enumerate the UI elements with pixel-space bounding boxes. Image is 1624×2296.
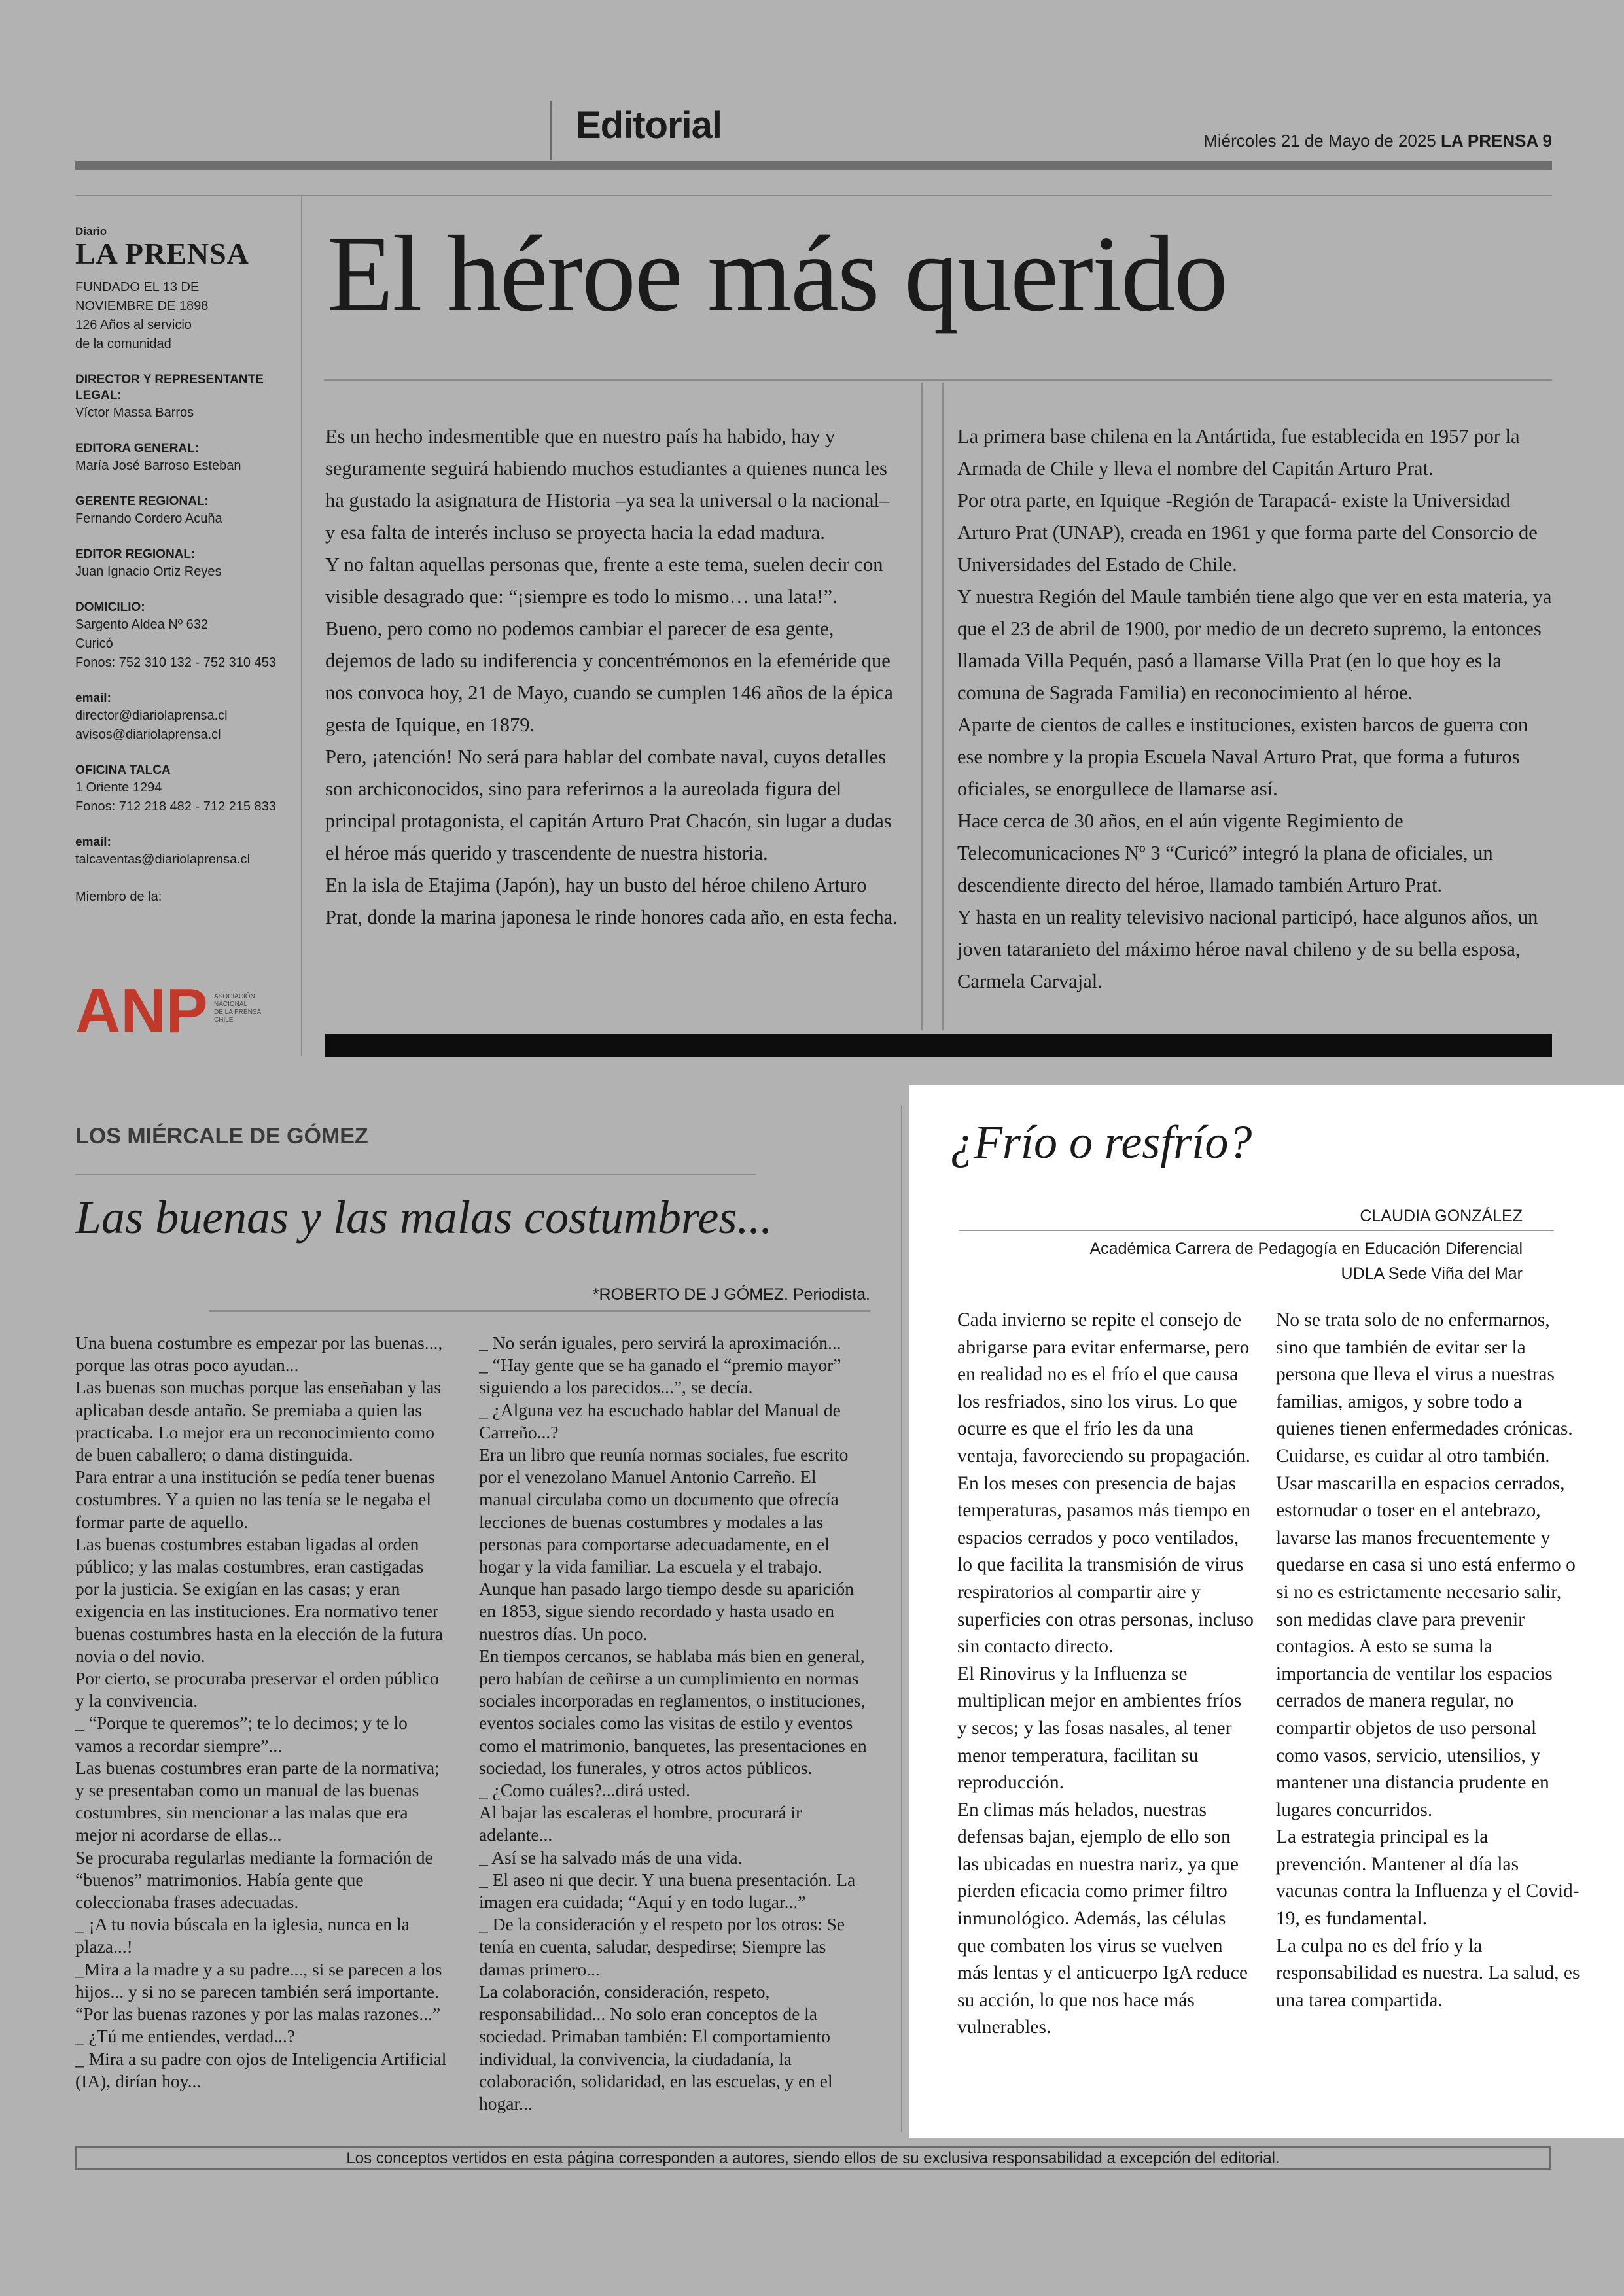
paragraph: La culpa no es del frío y la responsabilidad es nuestra. La salud, es una tarea compartida. — [1276, 1935, 1580, 2011]
masthead-entry-label: EDITOR REGIONAL: — [75, 548, 196, 561]
masthead-entry-value: Sargento Aldea Nº 632 — [75, 617, 209, 632]
founded-line: 126 Años al servicio — [75, 318, 192, 332]
header-rule-thin — [75, 195, 1552, 196]
editorial-left-column — [325, 421, 904, 933]
masthead-entries — [75, 372, 285, 869]
editorial-column-divider — [942, 383, 944, 1030]
editorial-column-divider — [921, 383, 923, 1030]
affiliation-line: UDLA Sede Viña del Mar — [1341, 1264, 1523, 1283]
masthead-entry-label: email: — [75, 835, 111, 849]
paragraph: Hace cerca de 30 años, en el aún vigente Regimiento de Telecomunicaciones Nº 3 “Curicó” integró la plana de oficiales, un descendiente directo del héroe, llamado también Arturo Prat. — [957, 810, 1493, 896]
paragraph: _ Mira a su padre con ojos de Inteligencia Artificial (IA), dirían hoy... — [75, 2048, 447, 2091]
paragraph: Las buenas costumbres estaban ligadas al orden público; y las malas costumbres, eran castigadas por la justicia. Se exigían en las casas; y eran exigencia en las instituciones. Era normativo tener buenas costumbres hasta en la elección de la futura novia o del novio. — [75, 1533, 443, 1666]
anp-logo-letters: ANP — [75, 976, 208, 1040]
paragraph: Bueno, pero como no podemos cambiar el parecer de esa gente, dejemos de lado su indiferencia y concentrémonos en la efeméride que nos convoca hoy, 21 de Mayo, cuando se cumplen 146 años de la épica gesta de Iquique, en 1879. — [325, 617, 893, 736]
publication-date: Miércoles 21 de Mayo de 2025 — [1203, 131, 1436, 150]
paragraph: Usar mascarilla en espacios cerrados, estornudar o toser en el antebrazo, lavarse las manos frecuentemente y quedarse en casa si uno está enfermo o si no es estrictamente necesario salir, son medidas clave para prevenir contagios. A esto se suma la importancia de ventilar los espacios cerrados de manera regular, no compartir objetos de uso personal como vasos, servicio, utensilios, y mantener una distancia prudente en lugares concurridos. — [1276, 1472, 1576, 1820]
founded-line: FUNDADO EL 13 DE — [75, 280, 200, 294]
paragraph: _ No serán iguales, pero servirá la aproximación... — [479, 1332, 841, 1353]
paragraph: Por otra parte, en Iquique -Región de Tarapacá- existe la Universidad Arturo Prat (UNAP), creada en 1961 y que forma parte del Consorcio de Universidades del Estado de Chile. — [957, 489, 1538, 576]
paragraph: Y nuestra Región del Maule también tiene algo que ver en esta materia, ya que el 23 de abril de 1900, por medio de un decreto supremo, la entonces llamada Villa Pequén, pasó a llamarse Villa Prat (en lo que hoy es la comuna de Sagrada Familia) en reconocimiento al héroe. — [957, 585, 1552, 704]
paragraph: _ ¿Tú me entiendes, verdad...? — [75, 2026, 295, 2047]
masthead-entry-value: director@diariolaprensa.cl — [75, 708, 228, 723]
paragraph: El Rinovirus y la Influenza se multiplican mejor en ambientes fríos y secos; y las fosas nasales, al tener menor temperatura, facilitan su reproducción. — [957, 1663, 1242, 1794]
paragraph: Para entrar a una institución se pedía tener buenas costumbres. Y a quien no las tenía se le negaba el formar parte de aquello. — [75, 1467, 435, 1532]
paragraph: Una buena costumbre es empezar por las buenas..., porque las otras poco ayudan... — [75, 1332, 443, 1376]
paragraph: _ El aseo ni que decir. Y una buena presentación. La imagen era cuidada; “Aquí y en todo lugar...” — [479, 1869, 856, 1913]
column-left-text — [75, 1332, 448, 2093]
masthead-entry-value: María José Barroso Esteban — [75, 459, 241, 473]
column-right-text — [479, 1332, 872, 2115]
masthead-entry-value: avisos@diariolaprensa.cl — [75, 727, 221, 742]
masthead-entry-label: email: — [75, 691, 111, 705]
affiliation-line: Académica Carrera de Pedagogía en Educación Diferencial — [1089, 1240, 1523, 1258]
masthead-entry-value: talcaventas@diariolaprensa.cl — [75, 852, 251, 867]
section-label: Editorial — [576, 104, 722, 147]
paragraph: Al bajar las escaleras el hombre, procurará ir adelante... — [479, 1802, 802, 1845]
paragraph: _ ¿Alguna vez ha escuchado hablar del Manual de Carreño...? — [479, 1399, 841, 1442]
anp-logo-text: CHILE — [214, 1017, 234, 1024]
opinion-title: ¿Frío o resfrío? — [950, 1116, 1252, 1168]
column-title: Las buenas y las malas costumbres... — [75, 1191, 773, 1244]
editorial-rule — [324, 379, 1552, 381]
column-byline-rule — [209, 1310, 870, 1312]
editorial-right-column — [957, 421, 1556, 998]
paragraph: La estrategia principal es la prevención. Mantener al día las vacunas contra la Influenza y el Covid-19, es fundamental. — [1276, 1826, 1580, 1930]
masthead-entry-value: Fernando Cordero Acuña — [75, 512, 222, 526]
masthead-entry-value: Víctor Massa Barros — [75, 406, 194, 420]
masthead-diario: Diario — [75, 225, 107, 237]
paragraph: Por cierto, se procuraba preservar el orden público y la convivencia. — [75, 1668, 439, 1711]
masthead-entry-value: Curicó — [75, 636, 113, 651]
paragraph: Y no faltan aquellas personas que, frente a este tema, suelen decir con visible desagrado que: “¡siempre es todo lo mismo… una lata!”. — [325, 553, 883, 608]
paragraph: Cada invierno se repite el consejo de abrigarse para evitar enfermarse, pero en realidad no es el frío el que causa los resfriados, sino los virus. Lo que ocurre es que el frío les da una ventaja, favoreciendo su propagación. — [957, 1310, 1251, 1467]
paragraph: Y hasta en un reality televisivo nacional participó, hace algunos años, un joven tataranieto del máximo héroe naval chileno y de su bella esposa, Carmela Carvajal. — [957, 906, 1538, 992]
opinion-author-rule — [959, 1230, 1554, 1231]
masthead-entry-value: Fonos: 752 310 132 - 752 310 453 — [75, 655, 276, 670]
paragraph: En la isla de Etajima (Japón), hay un busto del héroe chileno Arturo Prat, donde la marina japonesa le rinde honores cada año, en esta fecha. — [325, 874, 898, 928]
masthead-entry-label: GERENTE REGIONAL: — [75, 495, 209, 508]
masthead-founded — [75, 278, 285, 354]
header-rule — [75, 161, 1552, 170]
paragraph: _ De la consideración y el respeto por los otros: Se tenía en cuenta, saludar, despedirse; Siempre las damas primero... — [479, 1914, 845, 1979]
paragraph: La colaboración, consideración, respeto, responsabilidad... No solo eran conceptos de la sociedad. Primaban también: El comportamiento individual, la convivencia, la ciudadanía, la colaboración, solidaridad, en las escuelas, y en el hogar... — [479, 1981, 833, 2113]
paragraph: _ “Hay gente que se ha ganado el “premio mayor” siguiendo a los parecidos...”, se decía. — [479, 1355, 841, 1398]
column-section-rule — [75, 1174, 756, 1175]
masthead-entry-value: Juan Ignacio Ortiz Reyes — [75, 565, 222, 579]
opinion-left-text — [957, 1307, 1255, 2042]
column-divider — [901, 1105, 902, 2132]
masthead-divider — [301, 196, 302, 1056]
opinion-right-text — [1276, 1307, 1583, 2014]
paragraph: Las buenas costumbres eran parte de la normativa; y se presentaban como un manual de las buenas costumbres, sin mencionar a las malas que era mejor ni acordarse de ellas... — [75, 1757, 440, 1845]
anp-logo-text: DE LA PRENSA — [214, 1009, 262, 1016]
editorial-headline: El héroe más querido — [327, 213, 1227, 334]
masthead-entry-value: Fonos: 712 218 482 - 712 215 833 — [75, 799, 276, 814]
paragraph: Es un hecho indesmentible que en nuestro país ha habido, hay y seguramente seguirá habiendo muchos estudiantes a quienes nunca les ha gustado la asignatura de Historia –ya sea la universal o la nacional– y esa falta de interés incluso se proyecta hacia la edad madura. — [325, 425, 890, 544]
masthead — [75, 226, 285, 907]
column-byline: *ROBERTO DE J GÓMEZ. Periodista. — [592, 1285, 870, 1304]
footer-disclaimer: Los conceptos vertidos en esta página corresponden a autores, siendo ellos de su exclusiva responsabilidad a excepción del editorial. — [75, 2146, 1551, 2170]
paragraph: _ “Porque te queremos”; te lo decimos; y te lo vamos a recordar siempre”... — [75, 1713, 408, 1756]
paragraph: _ ¡A tu novia búscala en la iglesia, nunca en la plaza...! — [75, 1914, 410, 1957]
founded-line: NOVIEMBRE DE 1898 — [75, 299, 209, 313]
column-section-label: LOS MIÉRCALE DE GÓMEZ — [75, 1124, 368, 1149]
paragraph: _ ¿Como cuáles?...dirá usted. — [479, 1780, 691, 1801]
masthead-entry-label: DOMICILIO: — [75, 600, 145, 614]
paragraph: Aparte de cientos de calles e instituciones, existen barcos de guerra con ese nombre y la propia Escuela Naval Arturo Prat, que forma a futuros oficiales, se enorgullece de llamarse así. — [957, 714, 1528, 800]
masthead-entry-label: OFICINA TALCA — [75, 763, 171, 777]
paper-page-number: LA PRENSA 9 — [1441, 131, 1552, 150]
opinion-author: CLAUDIA GONZÁLEZ — [1360, 1207, 1523, 1225]
anp-logo-text: ASOCIACIÓN — [214, 993, 255, 1000]
paragraph: La primera base chilena en la Antártida, fue establecida en 1957 por la Armada de Chile y lleva el nombre del Capitán Arturo Prat. — [957, 425, 1520, 479]
paragraph: Pero, ¡atención! No será para hablar del combate naval, cuyos detalles son archiconocidos, sino para referirnos a la aureolada figura del principal protagonista, el capitán Arturo Prat Chacón, sin lugar a dudas el héroe más querido y trascendente de nuestra historia. — [325, 746, 892, 864]
founded-line: de la comunidad — [75, 337, 171, 351]
anp-logo — [75, 975, 272, 1040]
member-label: Miembro de la: — [75, 890, 162, 904]
editorial-end-bar — [325, 1034, 1552, 1057]
paragraph: Era un libro que reunía normas sociales, fue escrito por el venezolano Manuel Antonio Carreño. El manual circulaba como un documento que ofrecía lecciones de buenas costumbres y modales a las personas para comportarse adecuadamente, en el hogar y la vida familiar. La escuela y el trabajo. Aunque han pasado largo tiempo desde su aparición en 1853, sigue siendo recordado y hasta usado en nuestros días. Un poco. — [479, 1444, 855, 1644]
paragraph: _Mira a la madre y a su padre..., si se parecen a los hijos... y si no se parecen también será importante. “Por las buenas razones y por las malas razones...” — [75, 1958, 442, 2025]
header-date-line — [1203, 131, 1552, 151]
anp-logo-text: NACIONAL — [214, 1001, 248, 1008]
paragraph: Se procuraba regularlas mediante la formación de “buenos” matrimonios. Había gente que coleccionaba frases adecuadas. — [75, 1847, 433, 1913]
paragraph: _ Así se ha salvado más de una vida. — [479, 1847, 743, 1868]
header-divider — [550, 101, 552, 160]
masthead-entry-label: EDITORA GENERAL: — [75, 442, 199, 455]
paragraph: No se trata solo de no enfermarnos, sino que también de evitar ser la persona que lleva el virus a nuestras familias, amigos, y sobre todo a quienes tienen enfermedades crónicas. Cuidarse, es cuidar al otro también. — [1276, 1310, 1573, 1467]
masthead-entry-value: 1 Oriente 1294 — [75, 780, 162, 795]
paragraph: En tiempos cercanos, se hablaba más bien en general, pero habían de ceñirse a un cumplimiento en normas sociales incorporadas en reglamentos, o instituciones, eventos sociales como las visitas de estilo y eventos como el matrimonio, banquetes, las presentaciones en sociedad, los funerales, y otros actos públicos. — [479, 1645, 867, 1778]
opinion-affiliation — [1090, 1236, 1523, 1286]
masthead-logo: LA PRENSA — [75, 237, 249, 270]
paragraph: En los meses con presencia de bajas temperaturas, pasamos más tiempo en espacios cerrados y poco ventilados, lo que facilita la transmisión de virus respiratorios al compartir aire y superficies con otras personas, incluso sin contacto directo. — [957, 1472, 1254, 1658]
paragraph: En climas más helados, nuestras defensas bajan, ejemplo de ello son las ubicadas en nuestra nariz, ya que pierden eficacia como primer filtro inmunológico. Además, las células que combaten los virus se vuelven más lentas y el anticuerpo IgA reduce su acción, lo que nos hace más vulnerables. — [957, 1799, 1248, 2038]
paragraph: Las buenas son muchas porque las enseñaban y las aplicaban desde antaño. Se premiaba a quien las practicaba. Lo mejor era un reconocimiento como de buen caballero; o dama distinguida. — [75, 1377, 442, 1465]
masthead-entry-label: DIRECTOR Y REPRESENTANTE LEGAL: — [75, 373, 264, 402]
